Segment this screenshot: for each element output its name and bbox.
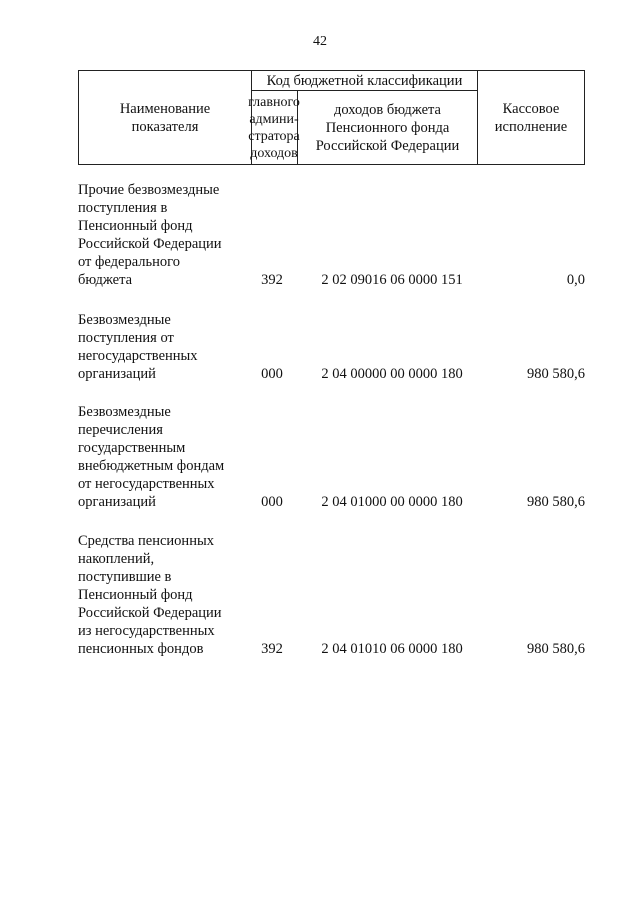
header-admin-column: главного админи- стратора доходов xyxy=(248,94,300,161)
row-amount: 980 580,6 xyxy=(527,366,585,382)
header-code-group: Код бюджетной классификации xyxy=(266,72,463,89)
row-amount: 980 580,6 xyxy=(527,494,585,510)
row-admin-code: 392 xyxy=(261,272,283,288)
table-row xyxy=(78,311,585,383)
row-income-code: 2 04 01010 06 0000 180 xyxy=(321,641,463,657)
row-amount: 980 580,6 xyxy=(527,641,585,657)
table-header xyxy=(78,70,585,165)
row-name: Прочие безвозмездные поступления в Пенсионный фонд Российской Федерации от федерального бюджета xyxy=(78,182,222,288)
header-name-column: Наименование показателя xyxy=(119,100,211,135)
table-row xyxy=(78,403,585,511)
row-name: Безвозмездные поступления от негосударственных организаций xyxy=(78,312,198,382)
header-cash-column: Кассовое исполнение xyxy=(494,100,568,135)
row-income-code: 2 04 01000 00 0000 180 xyxy=(321,494,463,510)
page-number: 42 xyxy=(313,34,327,49)
header-income-column: доходов бюджета Пенсионного фонда Российской Федерации xyxy=(315,101,460,154)
table-row xyxy=(78,532,585,658)
row-admin-code: 392 xyxy=(261,641,283,657)
row-admin-code: 000 xyxy=(261,366,283,382)
row-name: Средства пенсионных накоплений, поступившие в Пенсионный фонд Российской Федерации из негосударственных пенсионных фондов xyxy=(78,533,222,657)
row-income-code: 2 04 00000 00 0000 180 xyxy=(321,366,463,382)
table-row xyxy=(78,181,585,289)
row-amount: 0,0 xyxy=(566,272,585,288)
row-name: Безвозмездные перечисления государственным внебюджетным фондам от негосударственных организаций xyxy=(78,404,225,510)
row-income-code: 2 02 09016 06 0000 151 xyxy=(321,272,463,288)
row-admin-code: 000 xyxy=(261,494,283,510)
